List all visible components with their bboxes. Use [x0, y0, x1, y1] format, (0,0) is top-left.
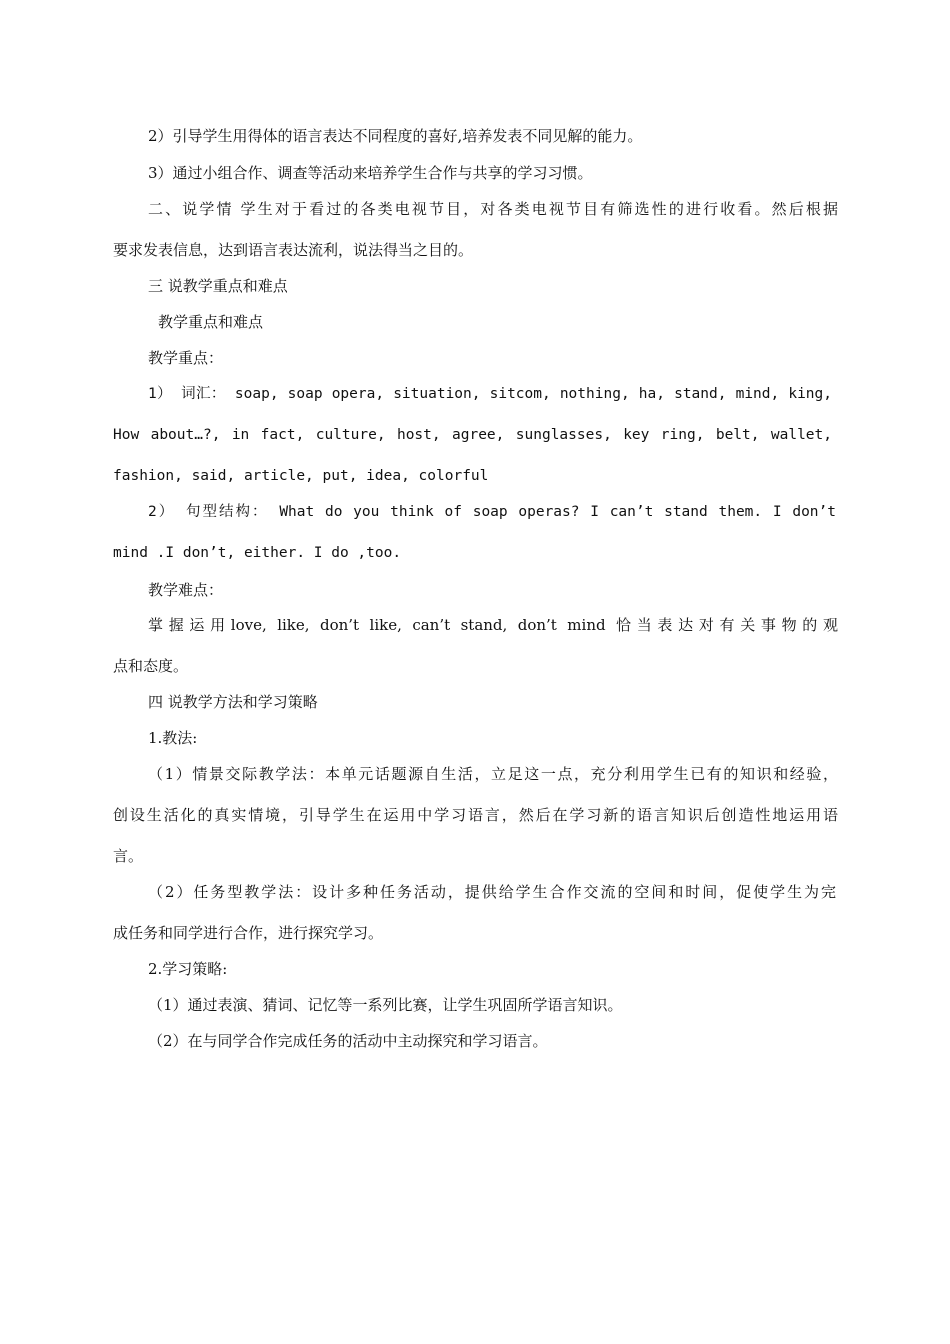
vocabulary-line-3: fashion, said, article, put, idea, colorful	[113, 468, 489, 484]
section-4-heading: 四 说教学方法和学习策略	[148, 693, 318, 711]
label-learning-strategy: 2.学习策略:	[148, 960, 228, 978]
difficult-points-line-1: 掌握运用love, like, don’t like, can’t stand, don’t mind 恰当表达对有关事物的观	[148, 616, 838, 634]
vocabulary-line-2: How about…?, in fact, culture, host, agree, sunglasses, key ring, belt, wallet,	[113, 427, 832, 443]
method-1-line-3: 言。	[113, 847, 144, 865]
strategy-2: （2）在与同学合作完成任务的活动中主动探究和学习语言。	[148, 1032, 548, 1050]
section-2-heading: 二、说学情 学生对于看过的各类电视节目，对各类电视节目有筛选性的进行收看。然后根据	[148, 200, 838, 218]
method-2-line-1: （2）任务型教学法：设计多种任务活动，提供给学生合作交流的空间和时间，促使学生为完	[148, 883, 836, 901]
label-difficult-points: 教学难点：	[148, 581, 224, 599]
label-key-points: 教学重点：	[148, 349, 224, 367]
objective-3: 3）通过小组合作、调查等活动来培养学生合作与共享的学习习惯。	[148, 164, 593, 182]
method-1-line-2: 创设生活化的真实情境，引导学生在运用中学习语言，然后在学习新的语言知识后创造性地运用语	[113, 806, 838, 824]
section-3-heading: 三 说教学重点和难点	[148, 277, 288, 295]
difficult-points-line-2: 点和态度。	[113, 657, 189, 675]
section-2-continuation: 要求发表信息，达到语言表达流利，说法得当之目的。	[113, 241, 474, 259]
objective-2: 2）引导学生用得体的语言表达不同程度的喜好,培养发表不同见解的能力。	[148, 127, 643, 145]
vocabulary-line-1: 1） 词汇： soap, soap opera, situation, sitcom, nothing, ha, stand, mind, king,	[148, 386, 832, 402]
method-2-line-2: 成任务和同学进行合作，进行探究学习。	[113, 924, 384, 942]
subheading-key-points: 教学重点和难点	[158, 313, 264, 331]
strategy-1: （1）通过表演、猜词、记忆等一系列比赛，让学生巩固所学语言知识。	[148, 996, 623, 1014]
method-1-line-1: （1）情景交际教学法：本单元话题源自生活，立足这一点，充分利用学生已有的知识和经验，	[148, 765, 838, 783]
sentence-structure-line-1: 2） 句型结构： What do you think of soap operas? I can’t stand them. I don’t	[148, 504, 836, 520]
label-teaching-method: 1.教法:	[148, 729, 198, 747]
sentence-structure-line-2: mind .I don’t, either. I do ,too.	[113, 545, 402, 561]
